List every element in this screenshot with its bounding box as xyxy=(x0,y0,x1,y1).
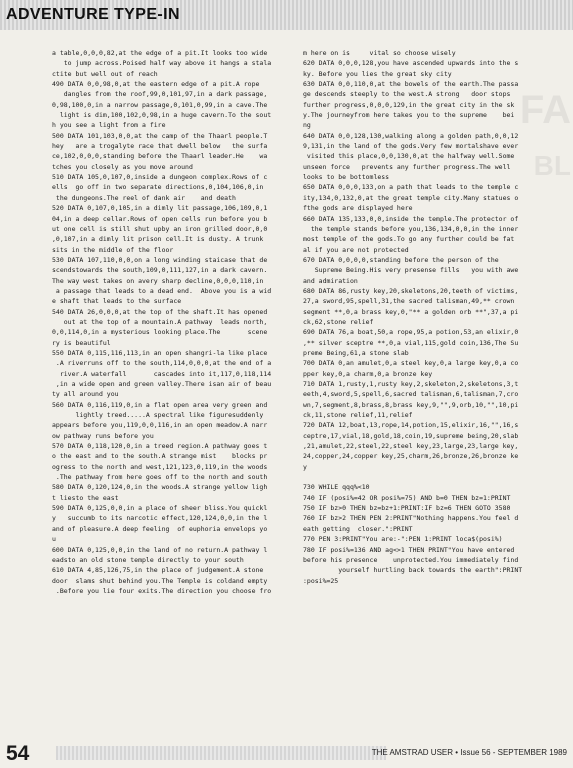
listing-line: wn,7,segment,8,brass,8,brass key,9,"",9,orb,10,"",10,pi xyxy=(303,400,519,409)
listing-line: 670 DATA 0,0,0,0,standing before the person of the xyxy=(303,255,499,264)
listing-line: o the east and to the south.A strange mist blocks pr xyxy=(52,452,268,461)
listing-line: ,21,amulet,22,steel,22,steel key,23,large,23,large key, xyxy=(303,442,519,451)
listing-line: 770 PEN 3:PRINT"You are:-":PEN 1:PRINT loca$(posi%) xyxy=(303,535,503,544)
listing-line: before his presence unprotected.You immediately find xyxy=(303,555,519,564)
listing-line: 9,131,in the land of the gods.Very few mortalshave ever xyxy=(303,142,519,151)
listing-line: y succumb to its narcotic effect,120,124,0,0,in the l xyxy=(52,514,268,523)
listing-line: 0,0,114,0,in a mysterious looking place.The scene xyxy=(52,328,268,337)
listing-line: 660 DATA 135,133,0,0,inside the temple.The protector of xyxy=(303,214,519,223)
listing-line: door slams shut behind you.The Temple is coldand empty xyxy=(52,576,268,585)
listing-line: 510 DATA 105,0,107,0,inside a dungeon complex.Rows of c xyxy=(52,173,268,182)
listing-line: unseen force prevents any further progress.The well xyxy=(303,162,511,171)
listing-line: ,** silver sceptre **,0,a vial,115,gold coin,136,The Su xyxy=(303,338,519,347)
magazine-issue-line: THE AMSTRAD USER • Issue 56 - SEPTEMBER 1989 xyxy=(371,748,567,757)
program-listing-right-column xyxy=(303,48,565,708)
listing-line: 780 IF posi%=136 AND ag<>1 THEN PRINT"You have entered xyxy=(303,545,515,554)
section-title: ADVENTURE TYPE-IN xyxy=(6,6,180,23)
listing-line: ck,62,stone relief xyxy=(303,317,374,326)
listing-line: most temple of the gods.To go any further could be fat xyxy=(303,235,515,244)
listing-line: the dungeons.The reel of dank air and death xyxy=(52,193,236,202)
listing-line: eadsto an old stone temple directly to your south xyxy=(52,555,244,564)
listing-line: 640 DATA 0,0,128,130,walking along a golden path,0,0,12 xyxy=(303,131,519,140)
listing-line: Supreme Being.His very presense fills you with awe xyxy=(303,266,519,275)
listing-line: ,in a wide open and green valley.There isan air of beau xyxy=(52,380,272,388)
listing-line: .A riverruns off to the south,114,0,0,0,at the end of a xyxy=(52,359,272,368)
listing-line: lightly treed.....A spectral like figuresuddenly xyxy=(52,411,264,420)
listing-line: looks to be bottomless xyxy=(303,173,390,182)
listing-line: 740 IF (posi%=42 OR posi%=75) AND b=0 THEN bz=1:PRINT xyxy=(303,493,511,502)
listing-line: 760 IF bz>2 THEN PEN 2:PRINT"Nothing happens.You feel d xyxy=(303,514,519,523)
footer-band xyxy=(56,746,386,760)
listing-line: a table,0,0,0,82,at the edge of a pit.It looks too wide xyxy=(52,49,268,57)
listing-line: 650 DATA 0,0,0,133,on a path that leads to the temple c xyxy=(303,183,519,192)
listing-line: and of pleasure.A deep feeling of euphoria envelops yo xyxy=(52,524,268,533)
listing-line: 630 DATA 0,0,110,0,at the bowels of the earth.The passa xyxy=(303,80,519,89)
listing-line: tches you closely as you move around xyxy=(52,162,193,171)
listing-line: pper key,0,a charm,0,a bronze key xyxy=(303,369,433,378)
listing-line: hey are a trogalyte race that dwell below the surfa xyxy=(52,142,268,151)
listing-line: ry is beautiful xyxy=(52,338,111,347)
listing-line: 530 DATA 107,110,0,0,on a long winding staicase that de xyxy=(52,255,268,264)
listing-line: 750 IF bz>0 THEN bz=bz+1:PRINT:IF bz=6 THEN GOTO 3580 xyxy=(303,504,511,513)
listing-line: 24,copper,24,copper key,25,charm,26,bronze,26,bronze ke xyxy=(303,452,519,461)
listing-line: h you see a light from a fire xyxy=(52,121,166,130)
listing-line: 620 DATA 0,0,0,128,you have ascended upwards into the s xyxy=(303,59,519,68)
listing-line: y xyxy=(303,462,307,471)
listing-line: ells go off in two separate directions,0,104,106,0,in xyxy=(52,183,264,192)
listing-line: fthe gods are displayed here xyxy=(303,204,413,213)
listing-line: m here on is vital so choose wisely xyxy=(303,49,456,57)
listing-line: 590 DATA 0,125,0,0,in a place of sheer bliss.You quickl xyxy=(52,504,268,513)
listing-line: eath getting closer.":PRINT xyxy=(303,524,413,533)
listing-line: eeth,4,sword,5,spell,6,sacred talisman,6,talisman,7,cro xyxy=(303,390,519,399)
listing-line: segment **,0,a brass key,0,"** a golden orb **",37,a pi xyxy=(303,307,519,316)
listing-line: preme Being,61,a stone slab xyxy=(303,348,409,357)
listing-line: ty all around you xyxy=(52,390,119,399)
listing-line: 700 DATA 0,an amulet,0,a steel key,0,a large key,0,a co xyxy=(303,359,519,368)
program-listing-left-column xyxy=(52,48,302,708)
listing-line: the temple stands before you,136,134,0,0,in the inner xyxy=(303,224,519,233)
listing-line: 560 DATA 0,116,119,0,in a flat open area very green and xyxy=(52,400,268,409)
listing-line: al if you are not protected xyxy=(303,245,409,254)
listing-line: 500 DATA 101,103,0,0,at the camp of the Thaarl people.T xyxy=(52,131,268,140)
listing-line: further progress,0,0,0,129,in the great city in the sk xyxy=(303,100,515,109)
listing-line: ceptre,17,vial,18,gold,18,coin,19,supreme being,20,slab xyxy=(303,431,519,440)
listing-line: 27,a sword,95,spell,31,the sacred talisman,49,** crown xyxy=(303,297,515,306)
listing-line: t liesto the east xyxy=(52,493,119,502)
listing-line: ky. Before you lies the great sky city xyxy=(303,69,452,78)
listing-line: 710 DATA 1,rusty,1,rusty key,2,skeleton,2,skeletons,3,t xyxy=(303,380,519,388)
listing-line: :posi%=25 xyxy=(303,576,339,585)
listing-line: ogress to the north and west,121,123,0,119,in the woods xyxy=(52,462,268,471)
page-number: 54 xyxy=(6,742,30,765)
listing-line: and admiration xyxy=(303,276,358,285)
listing-line xyxy=(303,472,565,482)
listing-line: 730 WHILE qqq%<10 xyxy=(303,483,370,492)
listing-line: .The pathway from here goes off to the north and south xyxy=(52,473,268,482)
listing-line: ctite but well out of reach xyxy=(52,69,158,78)
listing-line: appears before you,119,0,0,116,in an open meadow.A narr xyxy=(52,421,268,430)
listing-line: 520 DATA 0,107,0,105,in a dimly lit passage,106,109,0,1 xyxy=(52,204,268,213)
listing-line: 680 DATA 86,rusty key,20,skeletons,20,teeth of victims, xyxy=(303,286,519,295)
listing-line: 610 DATA 4,85,126,75,in the place of judgement.A stone xyxy=(52,566,264,575)
listing-line: 550 DATA 0,115,116,113,in an open shangri-la like place xyxy=(52,348,268,357)
listing-line: ut one cell is still shut upby an iron grilled door,0,0 xyxy=(52,224,268,233)
listing-line: out at the top of a mountain.A pathway leads north, xyxy=(52,317,268,326)
listing-line: .Before you lie four exits.The direction you choose fro xyxy=(52,586,272,595)
listing-line: ,0,107,in a dimly lit prison cell.It is dusty. A trunk xyxy=(52,235,264,244)
bleed-through-text: FA xyxy=(519,88,571,132)
listing-line: ge descends steeply to the west.A strong door stops xyxy=(303,90,511,99)
listing-line: light is dim,100,102,0,98,in a huge cavern.To the sout xyxy=(52,111,272,120)
listing-line: ow pathway runs before you xyxy=(52,431,154,440)
listing-line: 600 DATA 0,125,0,0,in the land of no return.A pathway l xyxy=(52,545,268,554)
listing-line: 04,in a deep cellar.Rows of open cells run before you b xyxy=(52,214,268,223)
listing-line: sits in the middle of the floor xyxy=(52,245,174,254)
listing-line: a passage that leads to a dead end. Above you is a wid xyxy=(52,286,272,295)
listing-line: yourself hurtling back towards the earth":PRINT xyxy=(303,566,523,575)
listing-line: ce,102,0,0,0,standing before the Thaarl leader.He wa xyxy=(52,152,268,161)
listing-line: river.A waterfall cascades into it,117,0,118,114 xyxy=(52,369,272,378)
listing-line: dangles from the roof,99,0,101,97,in a dark passage, xyxy=(52,90,268,99)
listing-line: e shaft that leads to the surface xyxy=(52,297,182,306)
listing-line: 720 DATA 12,boat,13,rope,14,potion,15,elixir,16,"",16,s xyxy=(303,421,519,430)
listing-line: 570 DATA 0,118,120,0,in a treed region.A pathway goes t xyxy=(52,442,268,451)
bleed-through-text: BL xyxy=(533,150,571,181)
listing-line: 580 DATA 0,120,124,0,in the woods.A strange yellow ligh xyxy=(52,483,268,492)
listing-line: visited this place,0,0,130,0,at the halfway well.Some xyxy=(303,152,515,161)
listing-line: ng xyxy=(303,121,311,130)
listing-line: ck,11,stone relief,11,relief xyxy=(303,411,413,420)
listing-line: The way west takes on avery sharp decline,0,0,0,110,in xyxy=(52,276,264,285)
listing-line: 0,98,100,0,in a narrow passage,0,101,0,99,in a cave.The xyxy=(52,100,268,109)
listing-line: to jump across.Poised half way above it hangs a stala xyxy=(52,59,272,68)
listing-line: 540 DATA 26,0,0,0,at the top of the shaft.It has opened xyxy=(52,307,268,316)
listing-line: y.The journeyfrom here takes you to the supreme bei xyxy=(303,111,515,120)
listing-line: ity,134,0,132,0,at the great temple city.Many statues o xyxy=(303,193,519,202)
listing-line: 490 DATA 0,0,98,0,at the eastern edge of a pit.A rope xyxy=(52,80,260,89)
listing-line: 690 DATA 76,a boat,50,a rope,95,a potion,53,an elixir,0 xyxy=(303,328,519,337)
listing-line: u xyxy=(52,535,56,544)
listing-line: scendstowards the south,109,0,111,127,in a dark cavern. xyxy=(52,266,268,275)
